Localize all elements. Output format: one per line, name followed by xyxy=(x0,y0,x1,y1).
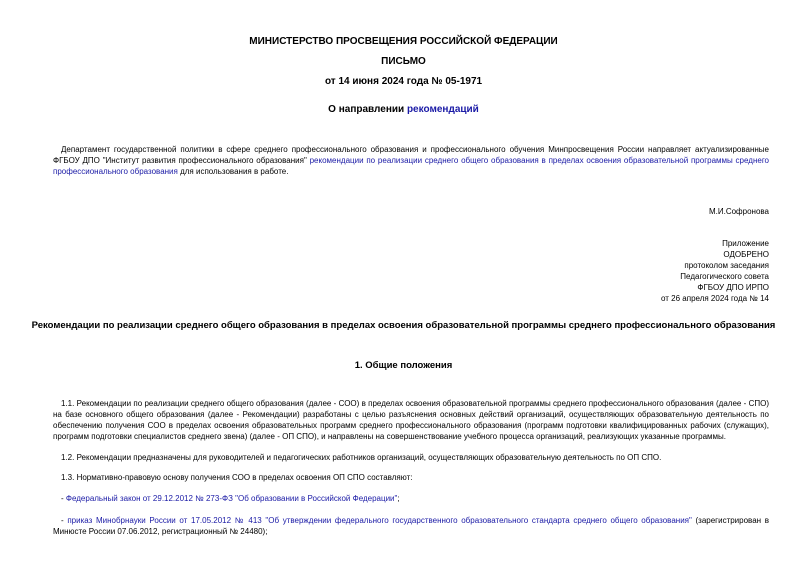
document-date: от 14 июня 2024 года № 05-1971 xyxy=(324,76,483,87)
approval-line: ОДОБРЕНО xyxy=(723,250,769,259)
section-heading: 1. Общие положения xyxy=(354,360,453,371)
intro-text-end: для использования в работе. xyxy=(177,167,289,176)
paragraph-1-3: 1.3. Нормативно-правовую основу получения СОО в пределах освоения ОП СПО составляют: xyxy=(61,473,413,482)
recommendations-link[interactable]: рекомендации по реализации среднего общего образования в пределах освоения образовательной программы среднего профессионального образования xyxy=(53,156,770,176)
approval-block xyxy=(569,238,769,304)
approval-line: Приложение xyxy=(722,239,769,248)
document-type: ПИСЬМО xyxy=(381,56,426,67)
list-item xyxy=(53,515,769,537)
paragraph-1-2: 1.2. Рекомендации предназначены для руководителей и педагогических работников организаций, осуществляющих образовательную деятельность по ОП СПО. xyxy=(61,453,662,462)
federal-law-link[interactable]: Федеральный закон от 29.12.2012 № 273-ФЗ "Об образовании в Российской Федерации" xyxy=(65,494,398,503)
recommendations-title: Рекомендации по реализации среднего общего образования в пределах освоения образовательной программы среднего профессионального образования xyxy=(31,320,776,331)
intro-text: Департамент государственной политики в сфере среднего профессионального образования и профессионального обучения Минпросвещения России направляет актуализированные ФГБОУ ДПО "Институт развития профессионального образования" xyxy=(53,145,769,165)
list-item xyxy=(53,493,769,504)
approval-line: Педагогического совета xyxy=(680,272,769,281)
list-suffix: ; xyxy=(397,494,400,503)
document-subject xyxy=(0,104,807,116)
approval-line: протоколом заседания xyxy=(684,261,769,270)
order-413-link[interactable]: приказ Минобрнауки России от 17.05.2012 № 413 "Об утверждении федерального государственного образовательного стандарта среднего общего образования" xyxy=(67,516,692,525)
subject-prefix: О направлении xyxy=(328,104,407,115)
approval-line: ФГБОУ ДПО ИРПО xyxy=(697,283,769,292)
list-suffix: (зарегистрирован в Минюсте России 07.06.2012, регистрационный № 24480); xyxy=(53,516,769,536)
intro-paragraph xyxy=(53,144,769,177)
ministry-heading: МИНИСТЕРСТВО ПРОСВЕЩЕНИЯ РОССИЙСКОЙ ФЕДЕРАЦИИ xyxy=(249,36,558,47)
approval-line: от 26 апреля 2024 года № 14 xyxy=(661,294,769,303)
signature: М.И.Софронова xyxy=(708,207,769,216)
list-dash: - xyxy=(61,516,68,525)
subject-link[interactable]: рекомендаций xyxy=(406,104,479,115)
list-dash: - xyxy=(61,494,66,503)
paragraph-1-1: 1.1. Рекомендации по реализации среднего общего образования (далее - СОО) в пределах освоения образовательной программы среднего профессионального образования (далее - СПО) на базе основного общего образования (далее - Рекомендации) разработаны с целью разъяснения основных действий организаций, осуществляющих образовательную деятельность по обеспечению получения СОО в пределах освоения образовательных программ среднего профессионального образования (программ подготовки квалифицированных рабочих (служащих), программ подготовки специалистов среднего звена) (далее - ОП СПО), и направлены на совершенствование учебного процесса организаций, реализующих указанные программы. xyxy=(53,399,769,441)
